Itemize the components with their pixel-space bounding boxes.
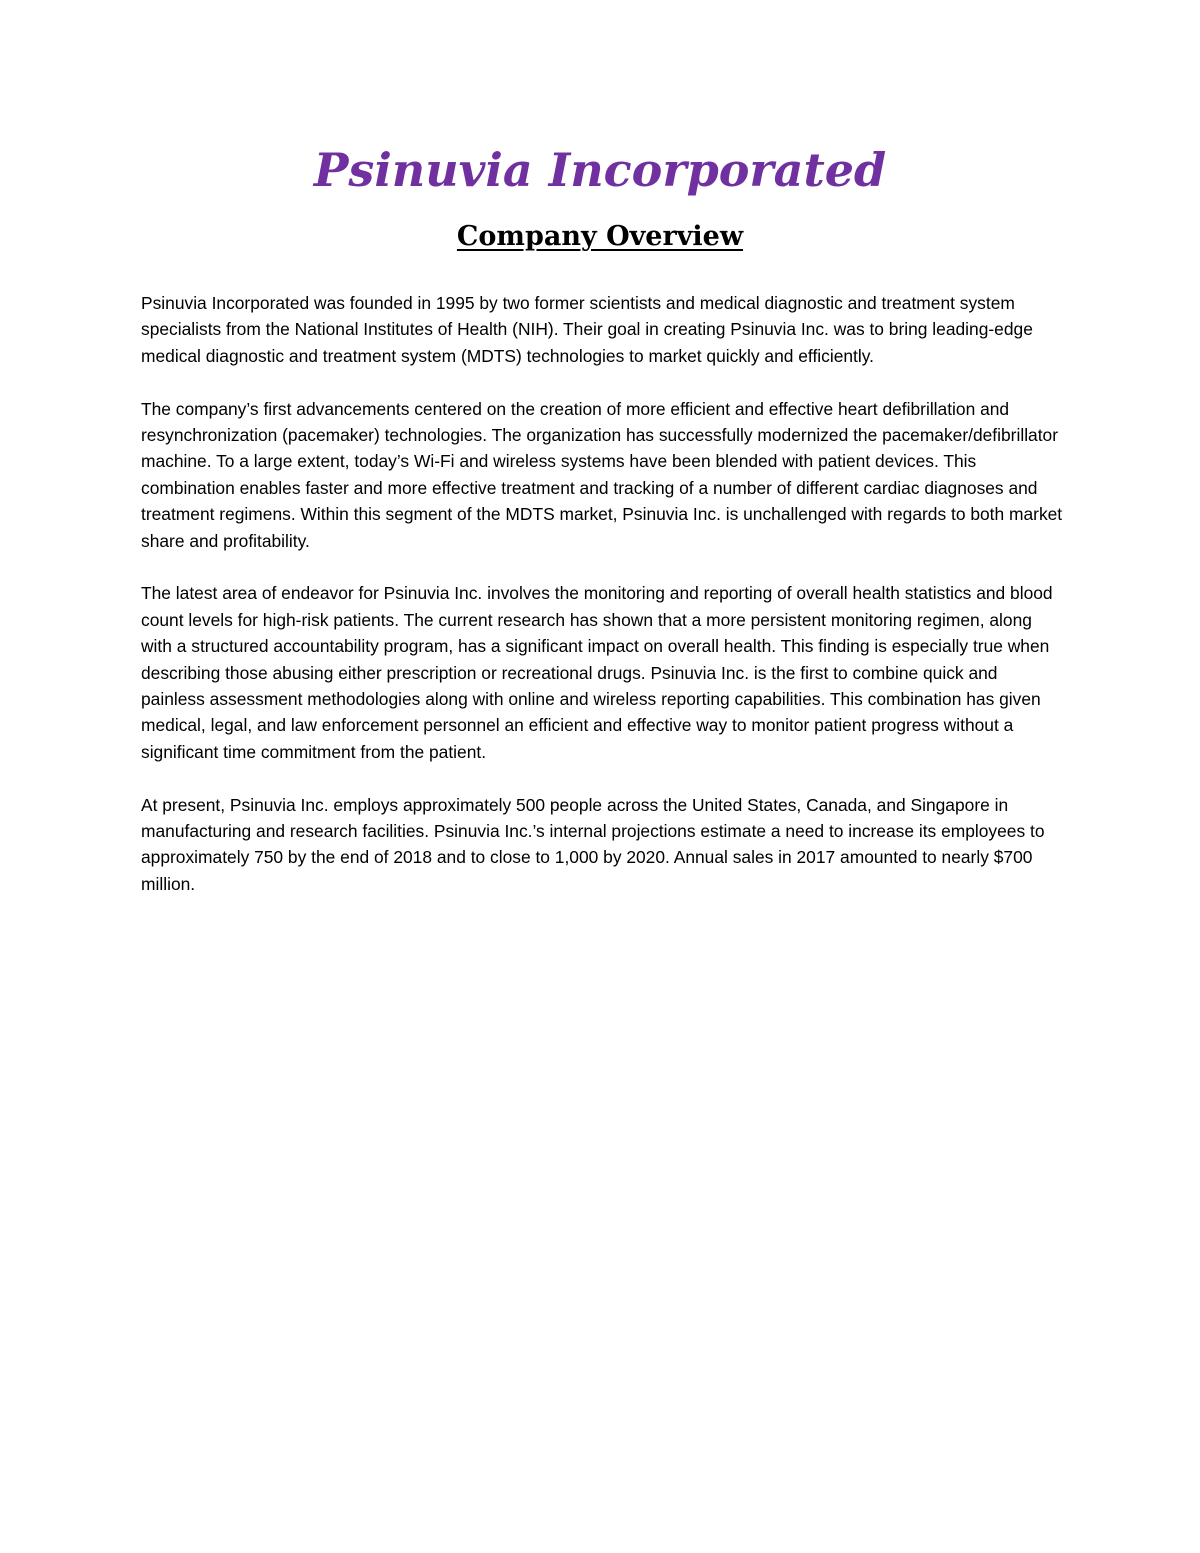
document-title: Psinuvia Incorporated — [313, 143, 887, 197]
section-heading-text: Company Overview — [456, 221, 744, 252]
paragraph-founding: Psinuvia Incorporated was founded in 1995 by two former scientists and medical diagnostic and treatment system specialists from the National Institutes of Health (NIH). Their goal in creating Psinuvia Inc. was to bring leading-edge medical diagnostic and treatment system (MDTS) technologies to market quickly and efficiently. — [141, 293, 1033, 366]
document-body — [141, 290, 1063, 924]
section-heading — [0, 217, 1200, 257]
paragraph-present: At present, Psinuvia Inc. employs approximately 500 people across the United States, Canada, and Singapore in manufacturing and research facilities. Psinuvia Inc.’s internal projections estimate a need to increase its employees to approximately 750 by the end of 2018 and to close to 1,000 by 2020. Annual sales in 2017 amounted to nearly $700 million. — [141, 794, 1045, 894]
paragraph-latest-endeavor: The latest area of endeavor for Psinuvia Inc. involves the monitoring and reporting of overall health statistics and blood count levels for high-risk patients. The current research has shown that a more persistent monitoring regimen, along with a structured accountability program, has a significant impact on overall health. This finding is especially true when describing those abusing either prescription or recreational drugs. Psinuvia Inc. is the first to combine quick and painless assessment methodologies along with online and wireless reporting capabilities. This combination has given medical, legal, and law enforcement personnel an efficient and effective way to monitor patient progress without a significant time commitment from the patient. — [141, 583, 1053, 762]
paragraph-advancements: The company’s first advancements centered on the creation of more efficient and effective heart defibrillation and resynchronization (pacemaker) technologies. The organization has successfully modernized the pacemaker/defibrillator machine. To a large extent, today’s Wi-Fi and wireless systems have been blended with patient devices. This combination enables faster and more effective treatment and tracking of a number of different cardiac diagnoses and treatment regimens. Within this segment of the MDTS market, Psinuvia Inc. is unchallenged with regards to both market share and profitability. — [141, 398, 1063, 551]
